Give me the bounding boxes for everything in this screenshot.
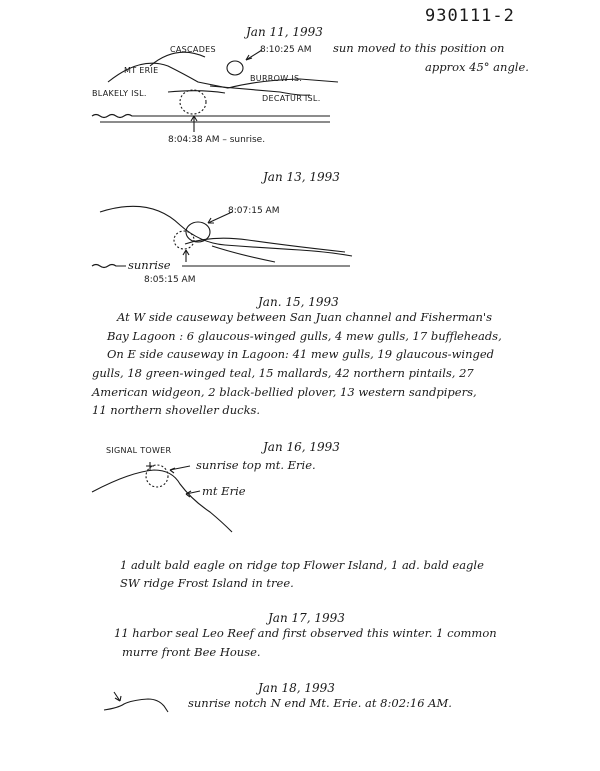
entry-date: Jan 11, 1993 [246,25,323,39]
entry-note: sun moved to this position on [333,41,505,55]
entry-line: 11 northern shoveller ducks. [92,403,261,417]
sunrise-time: 8:04:38 AM – sunrise. [168,135,266,145]
entry-line: gulls, 18 green-winged teal, 15 mallards, 42 northern pintails, 27 [92,366,474,380]
entry-line: American widgeon, 2 black-bellied plover, 13 western sandpipers, [92,385,477,399]
entry-date: Jan 18, 1993 [258,681,335,695]
entry-date: Jan 16, 1993 [263,440,340,454]
entry-line: Bay Lagoon : 6 glaucous-winged gulls, 4 mew gulls, 17 buffleheads, [107,329,502,343]
sketch-time: 8:07:15 AM [228,206,280,216]
label-burrow-isl: BURROW IS. [250,74,303,83]
entry-note: sunrise top mt. Erie. [196,458,316,472]
entry-note: sunrise notch N end Mt. Erie. at 8:02:16 AM. [188,696,452,710]
entry-date: Jan. 15, 1993 [258,295,339,309]
entry-line: On E side causeway in Lagoon: 41 mew gulls, 19 glaucous-winged [107,347,495,361]
entry-line: 1 adult bald eagle on ridge top Flower Island, 1 ad. bald eagle [120,558,484,572]
entry-line: At W side causeway between San Juan channel and Fisherman's [117,310,492,324]
label-mt-erie: MT ERIE [124,66,159,75]
sunrise-label: sunrise [128,258,171,272]
sunrise-time: 8:05:15 AM [144,275,196,285]
entry-line: SW ridge Frost Island in tree. [120,576,294,590]
label-cascades: CASCADES [170,45,216,54]
entry-note: mt Erie [202,484,246,498]
label-blakely-isl: BLAKELY ISL. [92,89,147,98]
sketch-time: 8:10:25 AM [260,45,312,55]
entry-date: Jan 17, 1993 [268,611,345,625]
document-id: 930111-2 [425,6,515,26]
entry-line: 11 harbor seal Leo Reef and first observed this winter. 1 common [114,626,497,640]
entry-line: murre front Bee House. [122,645,261,659]
entry-date: Jan 13, 1993 [263,170,340,184]
label-signal-tower: SIGNAL TOWER [106,446,172,455]
label-decatur-isl: DECATUR ISL. [262,94,321,103]
entry-note: approx 45° angle. [425,60,529,74]
